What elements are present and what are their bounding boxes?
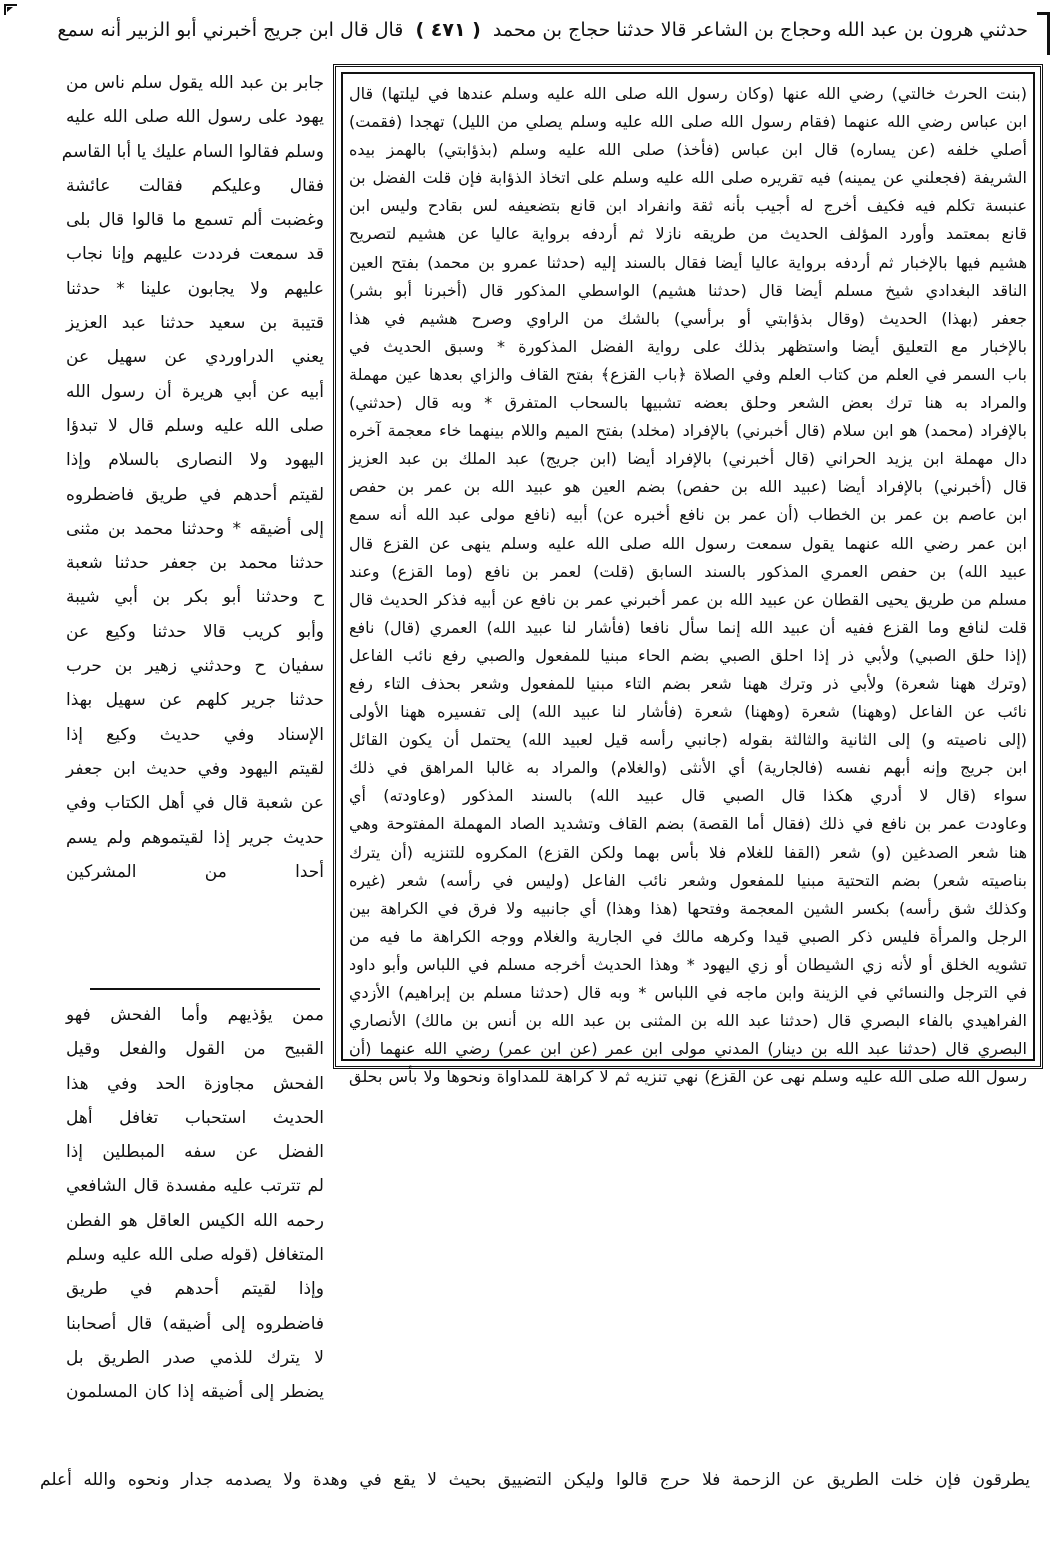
margin-hadith-line: وأبو كريب قالا حدثنا وكيع عن [66,621,324,642]
commentary-line: ابن عمر رضي الله عنهما يقول سمعت رسول الله صلى الله عليه وسلم ينهى عن القزع قال [349,533,1027,553]
commentary-line: أصلي خلفه (عن يساره) قال ابن عباس (فأخذ) صلى الله عليه وسلم (بذؤابتي) بالهمز بيده [349,140,1027,160]
commentary-line: في الترجل والنسائي في الزينة وابن ماجه في اللباس * وبه قال (حدثنا مسلم بن إبراهيم) الأزدي [349,983,1027,1002]
margin-hadith-line: أبيه عن أبي هريرة أن رسول الله [66,381,324,402]
margin-hadith-line: فقال وعليكم فقالت عائشة [66,175,324,196]
margin-hadith-line: الإسناد وفي حديث وكيع إذا [66,724,324,745]
commentary-line: وكذلك شق رأسه) بكسر الشين المعجمة وفتحها (هذا وهذا) أي جانبيه ولا فرق في الكراهة بين [349,898,1027,918]
commentary-line: عبيد الله) بن حفص العمري المذكور بالسند السابق (قلت) لعمر بن نافع (وما القزع) وعند [349,561,1027,581]
margin-commentary-line: يضطر إلى أضيقه إذا كان المسلمون [66,1382,324,1403]
commentary-line: (إلى ناصيته و) إلى الثانية والثالثة بقوله (جانبي رأسه قيل لعبيد الله) يحتمل أن يكون القائل [349,730,1027,750]
commentary-line: الفراهيدي بالفاء البصري قال (حدثنا عبد الله بن المثنى بن عبد الله بن أنس بن مالك) الأنصاري [349,1011,1027,1031]
commentary-line: جعفر (بهذا) الحديث (وقال بذؤابتي أو برأسي) بالشك من الراوي وصرح هشيم في هذا [349,308,1027,328]
header-text-end: قال قال ابن جريج أخبرني أبو الزبير أنه سمع [57,19,404,41]
commentary-line: الرجل والمرأة فليس ذكر الصبي قيدا وكرهه مالك في الجارية والغلام ووجه الكراهة ما فيه من [349,926,1027,946]
commentary-line: ابن عاصم بن عمر بن الخطاب (أن عمر بن نافع أخبره عن) أبيه (نافع مولى عبد الله أنه سمع [349,505,1027,525]
margin-commentary-line: وإذا لقيتم أحدهم في طريق [66,1279,324,1300]
margin-hadith-line: سفيان ح وحدثني زهير بن حرب [66,656,324,677]
margin-hadith-line: أحدا من المشركين [66,861,324,882]
margin-hadith-line: صلى الله عليه وسلم قال لا تبدؤا [66,415,324,436]
margin-commentary-line: الحديث استحباب تغافل أهل [66,1107,324,1128]
commentary-line: قال (أخبرني) بالإفراد أيضا (عبيد الله بن حفص) بضم العين هو عبيد الله بن عمر بن حفص [349,477,1027,497]
commentary-line: البصري قال (حدثنا عبد الله بن دينار) المدني مولى ابن عمر (عن ابن عمر) رضي الله عنهما (أن [349,1039,1027,1059]
header-rule [1037,12,1050,55]
margin-hadith-line: قتيبة بن سعيد حدثنا عبد العزيز [66,313,324,334]
margin-hadith-line: وسلم فقالوا السام عليك يا أبا القاسم [61,141,324,162]
margin-nawawi-commentary [66,998,324,1458]
commentary-line: (بنت الحرث خالتي) رضي الله عنها (وكان رسول الله صلى الله عليه وسلم عندها في ليلتها) قال [349,84,1027,103]
commentary-line: بناصيته شعر) بضم التحتية مبنيا للمفعول وشعر نائب الفاعل (وليس في رأسه) شعر (غيره [349,870,1027,890]
commentary-line: بالإخبار مع التعليق أيضا واستظهر بذلك على رواية الفضل المذكورة * وسبق الحديث في [349,336,1027,356]
margin-hadith-line: عليهم ولا يجابون علينا * حدثنا [66,278,324,299]
margin-hadith-line: قد سمعت فرددت عليهم وإنا نجاب [66,244,324,265]
commentary-line: هشيم فيها بالإخبار ثم أردفه برواية عاليا أيضا فقال بالسند إليه (حدثنا عمرو بن محمد) بفتح العين [349,252,1027,272]
page-footer-line: يطرقون فإن خلت الطريق عن الزحمة فلا حرج قالوا وليكن التضييق بحيث لا يقع في وهدة ولا يصدمه جدار ونحوه والله أعلم [40,1470,1030,1490]
margin-hadith-line: يعني الدراوردي عن سهيل عن [66,347,324,368]
commentary-line: بالإفراد (محمد) هو ابن سلام (قال أخبرني) بالإفراد (مخلد) بفتح الميم واللام بينهما خاء معجمة آخره [349,421,1027,441]
commentary-line: ابن عباس رضي الله عنهما (فقام رسول الله صلى الله عليه وسلم يصلي من الليل) تهجدا (فقمت) [349,112,1027,132]
commentary-line: ابن جريج وإنه أبهم نفسه (فالجارية) أي الأنثى (والغلام) والمراد به غالبا المراهق في ذلك [349,758,1027,778]
commentary-line: باب السمر في العلم من كتاب العلم وفي الصلاة ﴿باب القزع﴾ بفتح القاف والزاي بعدها عين مهملة [349,364,1027,384]
commentary-line: رسول الله صلى الله عليه وسلم نهى عن القزع) نهي تنزيه ثم لا كراهة للمداواة ونحوها ولا بأس بحلق [349,1067,1027,1087]
commentary-line: عنبسة تكلم فيه فكيف أخرج له أجيب بأنه ثقة وانفراد ابن قانع بتضعيفه لس بقادح وليس ابن [349,196,1027,216]
margin-hadith-line: وغضبت ألم تسمع ما قالوا قال بلى [66,210,324,231]
margin-hadith-line: يهود على رسول الله صلى الله عليه [66,107,324,128]
margin-hadith-line: ح وحدثنا أبو بكر بن أبي شيبة [66,587,324,608]
commentary-line: دال مهملة ابن يزيد الحراني (قال أخبرني) بالإفراد أيضا (ابن جريج) عبد الملك بن عبد العزيز [349,449,1027,469]
margin-hadith-line: حدثنا جرير كلهم عن سهيل بهذا [66,690,324,711]
margin-divider [90,988,320,990]
margin-commentary-line: الفحش مجاوزة الحد وفي هذا [66,1073,324,1094]
commentary-line: والمراد به هنا ترك بعض الشعر وحلق بعضه تشبيها بالسحاب المتفرق * وبه قال (حدثني) [349,393,1027,413]
margin-commentary-line: المتغافل (قوله صلى الله عليه وسلم [66,1245,324,1266]
commentary-line: قلت لنافع وما القزع ففيه أن عبيد الله إنما سأل نافعا (فأشار لنا عبيد الله) العمري (قال) نافع [349,617,1027,637]
commentary-line: (وترك ههنا شعرة) ولأبي ذر وترك ههنا شعر بضم التاء مبنيا للمفعول وشعر بحذف التاء رفع [349,673,1027,693]
margin-commentary-line: لا يترك للذمي صدر الطريق بل [66,1347,324,1368]
margin-commentary-line: القبيح من القول والفعل وقيل [66,1039,324,1060]
corner-mark-icon [4,4,18,16]
margin-hadith-line: اليهود ولا النصارى بالسلام وإذا [66,450,324,471]
margin-hadith-text [61,66,324,981]
margin-hadith-line: حديث جرير إذا لقيتموهم ولم يسم [66,827,324,848]
margin-commentary-line: لم تترتب عليه مفسدة قال الشافعي [66,1176,324,1197]
commentary-line: هنا شعر الصدغين (و) شعر (القفا للغلام فلا بأس بهما ولكن القزع) المكروه للتنزيه (أن يترك [349,842,1027,862]
page-number: ( ٤٧١ ) [415,19,481,41]
commentary-line: نائب عن الفاعل (وههنا) شعرة (وههنا) شعرة (فأشار لنا عبيد الله) إلى تفسيره ههنا الأولى [349,702,1027,722]
commentary-line: الناقد البغدادي شيخ مسلم أيضا قال (حدثنا هشيم) الواسطي المذكور قال (أخبرنا أبو بشر) [349,280,1027,300]
margin-hadith-line: لقيتم أحدهم في طريق فاضطروه [66,484,324,505]
commentary-line: الشريفة (فجعلني عن يمينه) فيه تقريره صلى الله عليه وسلم على اتخاذ الذؤابة فإن قلت الفضل بن [349,168,1027,188]
margin-commentary-line: فاضطروه إلى أضيقه) قال أصحابنا [66,1313,324,1334]
commentary-line: قانع بمعتمد وأورد المؤلف الحديث من طريقه نازلا ثم أردفه برواية عاليا عن هشيم لتصريح [349,224,1027,244]
margin-commentary-line: ممن يؤذيهم وأما الفحش فهو [66,1005,324,1025]
commentary-line: مسلم من طريق يحيى القطان عن عبيد الله بن عمر أخبرني عمر بن نافع عن أبيه فذكر الحديث قال [349,589,1027,609]
commentary-line: (إذا حلق الصبي) ولأبي ذر إذا احلق الصبي بضم الحاء مبنيا للمفعول والصبي رفع نائب الفاعل [349,645,1027,665]
margin-hadith-line: حدثنا محمد بن جعفر حدثنا شعبة [66,553,324,574]
margin-commentary-line: الفضل عن سفه المبطلين إذا [66,1142,324,1163]
margin-commentary-line: رحمه الله الكيس العاقل هو الفطن [66,1210,324,1231]
margin-hadith-line: جابر بن عبد الله يقول سلم ناس من [66,73,324,93]
header-text: حدثني هرون بن عبد الله وحجاج بن الشاعر قالا حدثنا حجاج بن محمد [492,19,1028,41]
commentary-text [349,80,1027,1087]
margin-hadith-line: لقيتم اليهود وفي حديث ابن جعفر [66,758,324,779]
commentary-line: تشويه الخلق أو لأنه زي الشيطان أو زي اليهود * وهذا الحديث أخرجه مسلم في اللباس وأبو داود [349,954,1027,974]
commentary-line: سواء (قال لا أدري هكذا قال الصبي قال عبيد الله) بالسند المذكور (وعاودته) أي [349,786,1027,806]
commentary-line: وعاودت عمر بن نافع في ذلك (فقال أما القصة) بضم القاف وتشديد الصاد المهملة المفتوحة وهي [349,814,1027,834]
margin-hadith-line: إلى أضيقه * وحدثنا محمد بن مثنى [66,518,324,539]
margin-hadith-line: عن شعبة قال في أهل الكتاب وفي [66,793,324,814]
page-header [40,6,1028,54]
